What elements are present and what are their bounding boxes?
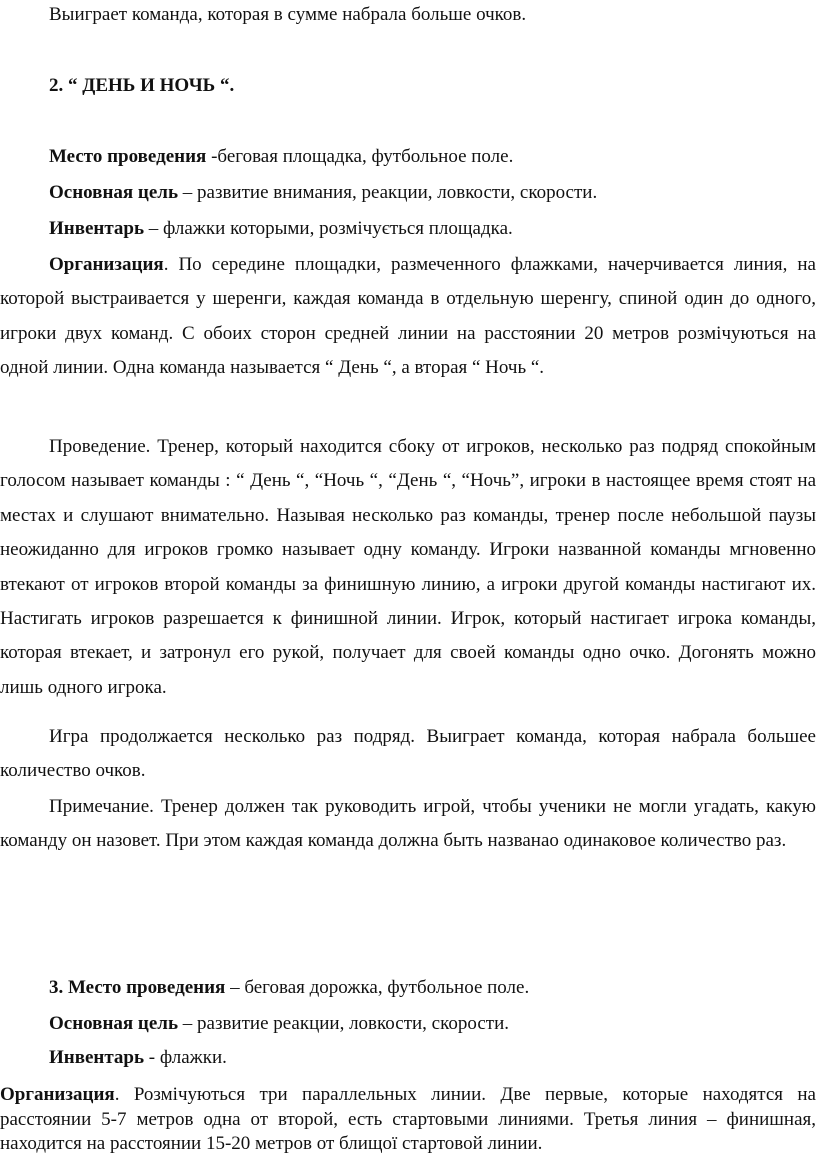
inventory-label: Инвентарь [49, 1047, 145, 1068]
venue-label: 3. Место проведения [49, 977, 226, 998]
organization-text: . Розмічуються три параллельных линии. Две первые, которые находятся на расстоянии 5-7 метров одна от второй, есть стартовыми линиями. Третья линия – финишная, находится на расстоянии 15-20 метров от блищої стартовой линии. [0, 1084, 816, 1154]
game3-inventory [49, 1046, 816, 1070]
game2-goal [49, 181, 816, 205]
organization-label: Организация [0, 1084, 115, 1105]
goal-label: Основная цель [49, 182, 179, 203]
game2-continue: Игра продолжается несколько раз подряд. Выиграет команда, которая набрала большее количество очков. [0, 726, 816, 782]
goal-text: – развитие реакции, ловкости, скорости. [178, 1013, 510, 1034]
game2-organization [0, 248, 816, 386]
venue-text: -беговая площадка, футбольное поле. [206, 146, 514, 167]
game3-venue [49, 976, 816, 1000]
inventory-label: Инвентарь [49, 218, 145, 239]
goal-label: Основная цель [49, 1013, 179, 1034]
inventory-text: – флажки которыми, розмічується площадка. [144, 218, 513, 239]
goal-text: – развитие внимания, реакции, ловкости, скорости. [178, 182, 598, 203]
game3-goal [49, 1012, 816, 1036]
game2-inventory [49, 217, 816, 241]
game3-organization [0, 1083, 816, 1157]
game2-conduct: Проведение. Тренер, который находится сбоку от игроков, несколько раз подряд спокойным голосом называет команды : “ День “, “Ночь “, “День “, “Ночь”, игроки в настоящее время стоят на местах и слушают внимательно. Называя несколько раз команды, тренер после небольшой паузы неожиданно для игроков громко называет одну команду. Игроки названной команды мгновенно втекают от игроков второй команды за финишную линию, а игроки другой команды настигают их. Настигать игроков разрешается к финишной линии. Игрок, который настигает игрока команды, которая втекает, и затронул его рукой, получает для своей команды одно очко. Догонять можно лишь одного игрока. [0, 436, 816, 698]
game2-venue [49, 145, 816, 169]
inventory-text: - флажки. [144, 1047, 227, 1068]
venue-text: – беговая дорожка, футбольное поле. [225, 977, 530, 998]
venue-label: Место проведения [49, 146, 207, 167]
game2-heading: 2. “ ДЕНЬ И НОЧЬ “. [49, 75, 235, 96]
organization-text: . По середине площадки, размеченного флажками, начерчивается линия, на которой выстраивается у шеренги, каждая команда в отдельную шеренгу, спиной один до одного, игроки двух команд. С обоих сторон средней линии на расстоянии 20 метров розмічуються на одной линии. Одна команда называется “ День “, а вторая “ Ночь “. [0, 254, 816, 379]
intro-line: Выиграет команда, которая в сумме набрала больше очков. [49, 4, 527, 25]
organization-label: Организация [49, 254, 164, 275]
game2-note: Примечание. Тренер должен так руководить игрой, чтобы ученики не могли угадать, какую команду он назовет. При этом каждая команда должна быть названао одинаковое количество раз. [0, 796, 816, 852]
